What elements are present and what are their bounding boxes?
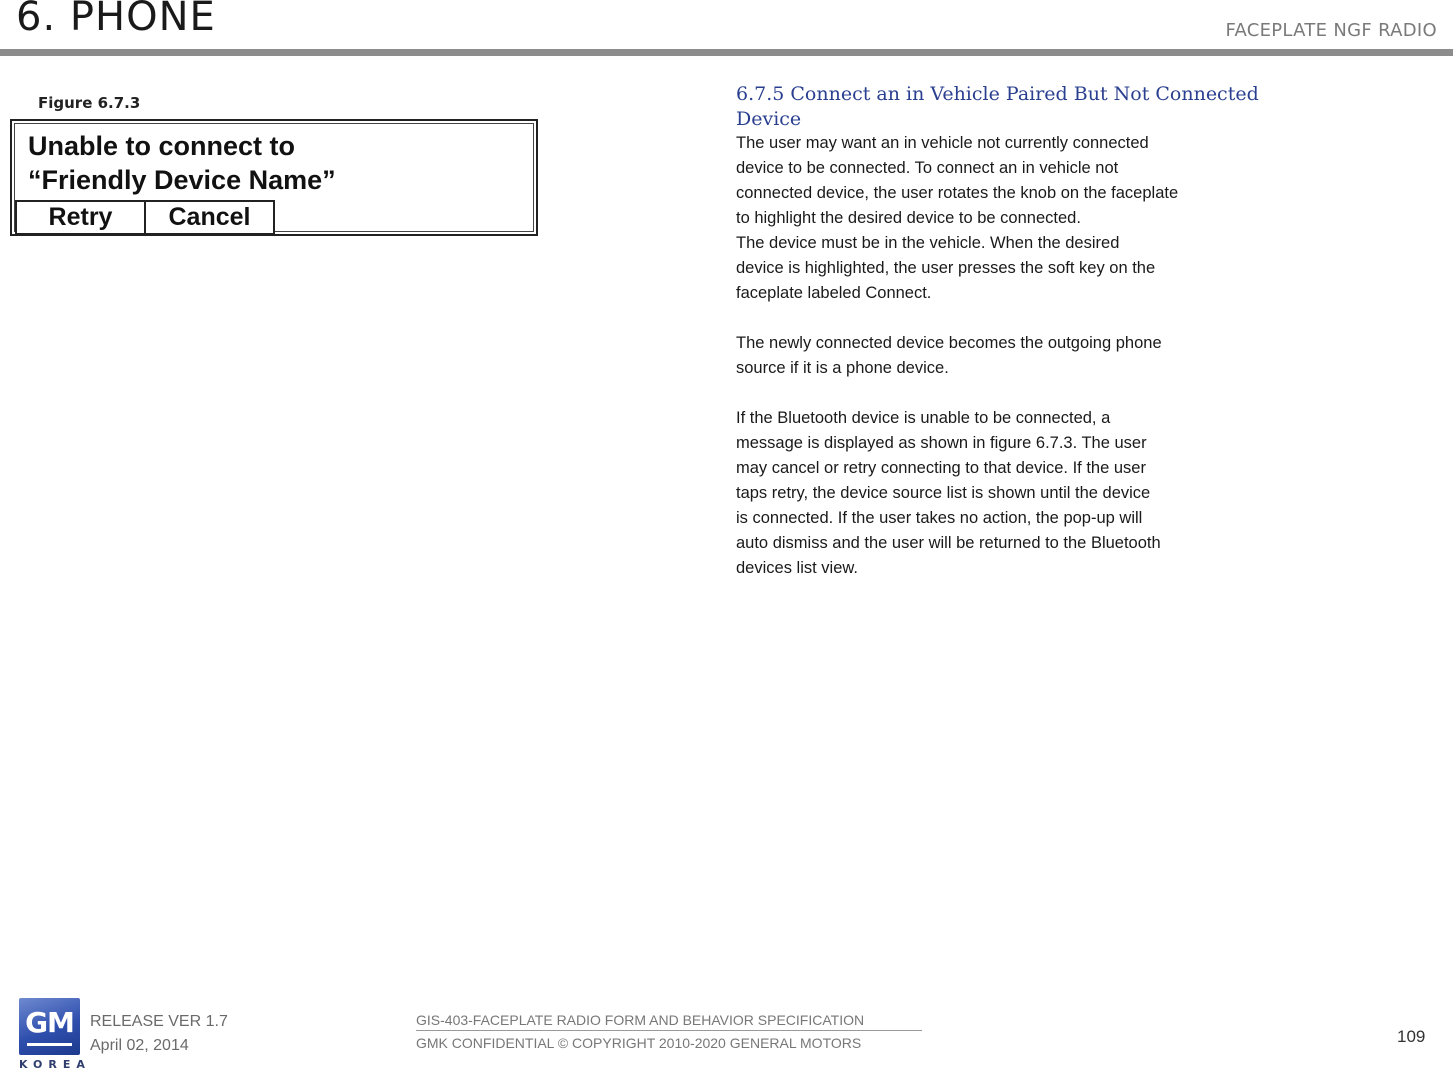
section-heading-line1: 6.7.5 Connect an in Vehicle Paired But Not Connected	[736, 83, 1259, 105]
release-date: April 02, 2014	[90, 1037, 189, 1054]
text-line: message is displayed as shown in figure 6.7.3. The user	[736, 434, 1147, 452]
text-line: connected device, the user rotates the knob on the faceplate	[736, 184, 1179, 202]
paragraph-gap	[736, 381, 1296, 406]
popup-message-line1: Unable to connect to	[28, 131, 296, 161]
document-tag: FACEPLATE NGF RADIO	[1225, 20, 1437, 41]
footer-spec	[416, 1012, 922, 1051]
paragraph-1	[736, 131, 1296, 306]
text-line: auto dismiss and the user will be returned to the Bluetooth	[736, 534, 1161, 552]
copyright-notice: GMK CONFIDENTIAL © COPYRIGHT 2010-2020 GENERAL MOTORS	[416, 1035, 862, 1051]
page-number: 109	[1397, 1027, 1426, 1046]
paragraph-gap	[736, 306, 1296, 331]
figure-label: Figure 6.7.3	[38, 94, 141, 112]
text-line: If the Bluetooth device is unable to be connected, a	[736, 409, 1111, 427]
text-line: may cancel or retry connecting to that device. If the user	[736, 459, 1146, 477]
text-line: The device must be in the vehicle. When the desired	[736, 234, 1120, 252]
paragraph-2	[736, 331, 1296, 381]
spec-title: GIS-403-FACEPLATE RADIO FORM AND BEHAVIOR SPECIFICATION	[416, 1012, 922, 1031]
header-rule	[0, 49, 1453, 56]
cancel-button[interactable]: Cancel	[144, 200, 275, 235]
gm-logo-text: GM	[25, 1006, 74, 1039]
text-line: taps retry, the device source list is shown until the device	[736, 484, 1151, 502]
popup-message-line2: “Friendly Device Name”	[28, 165, 336, 195]
body-text	[736, 131, 1296, 581]
gm-logo-underline	[27, 1043, 72, 1046]
popup-message	[28, 129, 336, 197]
release-version: RELEASE VER 1.7	[90, 1013, 228, 1030]
text-line: device to be connected. To connect an in vehicle not	[736, 159, 1119, 177]
korea-logo-text: KOREA	[19, 1058, 91, 1071]
text-line: devices list view.	[736, 559, 858, 577]
retry-button[interactable]: Retry	[15, 200, 146, 235]
gm-korea-logo	[19, 998, 91, 1073]
text-line: faceplate labeled Connect.	[736, 284, 932, 302]
chapter-title: 6. PHONE	[16, 0, 216, 40]
error-popup	[10, 119, 538, 236]
section-heading-line2: Device	[736, 108, 802, 130]
section-heading	[736, 82, 1296, 132]
text-line: source if it is a phone device.	[736, 359, 949, 377]
text-line: to highlight the desired device to be connected.	[736, 209, 1081, 227]
text-line: The user may want an in vehicle not currently connected	[736, 134, 1149, 152]
paragraph-3	[736, 406, 1296, 581]
text-line: The newly connected device becomes the outgoing phone	[736, 334, 1162, 352]
text-line: device is highlighted, the user presses the soft key on the	[736, 259, 1156, 277]
text-line: is connected. If the user takes no action, the pop-up will	[736, 509, 1143, 527]
release-info	[90, 1010, 228, 1058]
